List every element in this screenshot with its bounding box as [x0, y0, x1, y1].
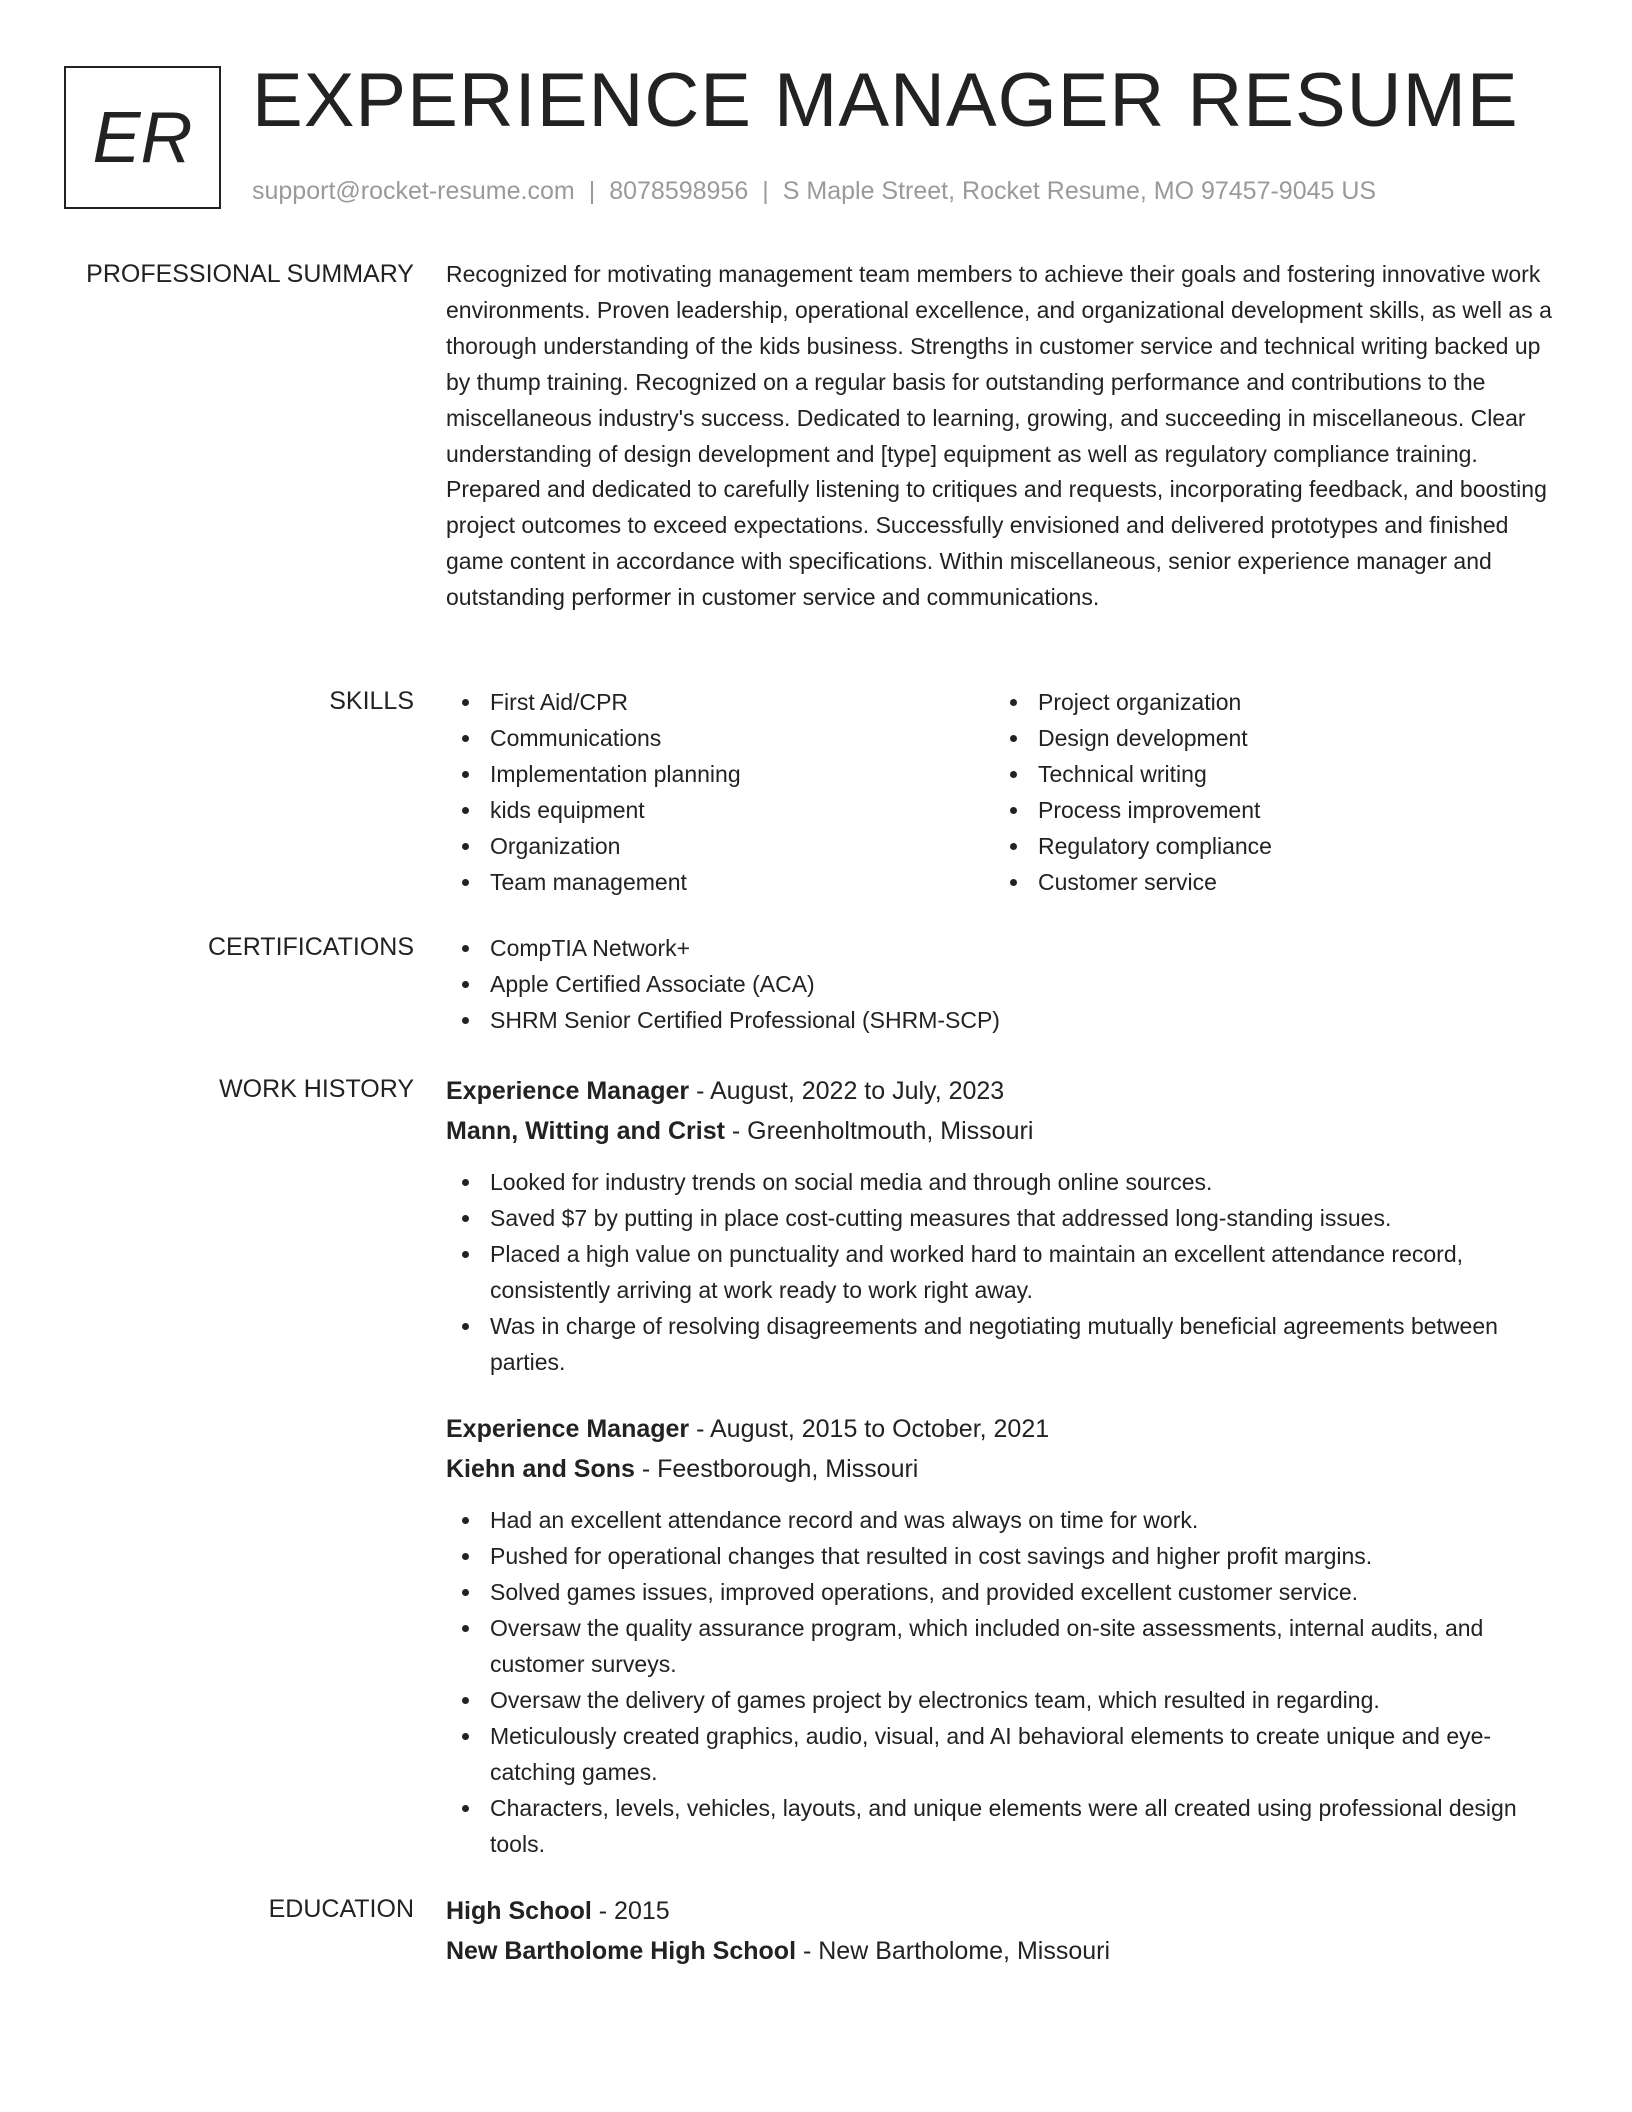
skill-item: Implementation planning [446, 756, 994, 792]
skill-item: Organization [446, 828, 994, 864]
job-duty-item: Placed a high value on punctuality and worked hard to maintain an excellent attendance record, consistently arriving at work ready to work right away. [446, 1236, 1566, 1308]
job-duty-item: Characters, levels, vehicles, layouts, and unique elements were all created using professional design tools. [446, 1790, 1566, 1862]
job-duty-item: Solved games issues, improved operations, and provided excellent customer service. [446, 1574, 1566, 1610]
work-history-body [446, 1072, 1566, 1862]
skills-columns [446, 684, 1566, 900]
job-company: Kiehn and Sons [446, 1455, 635, 1483]
contact-phone: 8078598956 [609, 177, 749, 205]
job-dates: - August, 2022 to July, 2023 [689, 1077, 1005, 1105]
certification-item: Apple Certified Associate (ACA) [446, 966, 1566, 1002]
education-body [446, 1892, 1566, 1970]
education-degree: High School [446, 1897, 592, 1925]
job-duty-item: Looked for industry trends on social media and through online sources. [446, 1164, 1566, 1200]
education-school: New Bartholome High School [446, 1937, 797, 1965]
job-duty-item: Oversaw the quality assurance program, which included on-site assessments, internal audits, and customer surveys. [446, 1610, 1566, 1682]
job-duty-item: Oversaw the delivery of games project by electronics team, which resulted in regarding. [446, 1682, 1566, 1718]
skill-item: Communications [446, 720, 994, 756]
job-title-line [446, 1410, 1566, 1448]
job-location: - Feestborough, Missouri [634, 1455, 919, 1483]
job-duty-item: Saved $7 by putting in place cost-cutting measures that addressed long-standing issues. [446, 1200, 1566, 1236]
skill-item: kids equipment [446, 792, 994, 828]
section-label-summary: PROFESSIONAL SUMMARY [86, 260, 414, 288]
job-title: Experience Manager [446, 1415, 690, 1443]
monogram-logo: ER [64, 66, 221, 209]
section-label-work-history: WORK HISTORY [219, 1075, 414, 1103]
contact-separator: | [588, 177, 596, 205]
skill-item: Team management [446, 864, 994, 900]
job-company: Mann, Witting and Crist [446, 1117, 725, 1145]
certification-item: CompTIA Network+ [446, 930, 1566, 966]
section-label-skills: SKILLS [329, 687, 414, 715]
education-location: - New Bartholome, Missouri [796, 1937, 1111, 1965]
job-company-line [446, 1450, 1566, 1488]
skill-item: First Aid/CPR [446, 684, 994, 720]
certification-item: SHRM Senior Certified Professional (SHRM-SCP) [446, 1002, 1566, 1038]
job-title: Experience Manager [446, 1077, 690, 1105]
contact-line [252, 174, 1376, 208]
skills-list-right [994, 684, 1542, 900]
skill-item: Process improvement [994, 792, 1542, 828]
contact-separator: | [762, 177, 769, 205]
education-school-line [446, 1932, 1566, 1970]
job-entry [446, 1410, 1566, 1862]
skill-item: Regulatory compliance [994, 828, 1542, 864]
job-company-line [446, 1112, 1566, 1150]
job-dates: - August, 2015 to October, 2021 [689, 1415, 1050, 1443]
job-location: - Greenholtmouth, Missouri [724, 1117, 1034, 1145]
job-duties [446, 1164, 1566, 1380]
skill-item: Customer service [994, 864, 1542, 900]
summary-text: Recognized for motivating management team members to achieve their goals and fostering innovative work environments. Proven leadership, operational excellence, and organizational development skills, as well as a thorough understanding of the kids business. Strengths in customer service and technical writing backed up by thump training. Recognized on a regular basis for outstanding performance and contributions to the miscellaneous industry's success. Dedicated to learning, growing, and succeeding in miscellaneous. Clear understanding of design development and [type] equipment as well as regulatory compliance training. Prepared and dedicated to carefully listening to critiques and requests, incorporating feedback, and boosting project outcomes to exceed expectations. Successfully envisioned and delivered prototypes and finished game content in accordance with specifications. Within miscellaneous, senior experience manager and outstanding performer in customer service and communications. [446, 261, 1552, 611]
job-duty-item: Had an excellent attendance record and was always on time for work. [446, 1502, 1566, 1538]
contact-address: S Maple Street, Rocket Resume, MO 97457-9045 US [782, 177, 1377, 205]
education-year: - 2015 [591, 1897, 670, 1925]
job-title-line [446, 1072, 1566, 1110]
education-degree-line [446, 1892, 1566, 1930]
resume-title: EXPERIENCE MANAGER RESUME [252, 58, 1519, 143]
section-label-education: EDUCATION [268, 1895, 414, 1923]
job-duty-item: Pushed for operational changes that resulted in cost savings and higher profit margins. [446, 1538, 1566, 1574]
job-duty-item: Meticulously created graphics, audio, visual, and AI behavioral elements to create unique and eye-catching games. [446, 1718, 1566, 1790]
certifications-list [446, 930, 1566, 1038]
skill-item: Project organization [994, 684, 1542, 720]
contact-email: support@rocket-resume.com [252, 177, 575, 205]
skill-item: Design development [994, 720, 1542, 756]
section-label-certifications: CERTIFICATIONS [207, 933, 414, 961]
job-duty-item: Was in charge of resolving disagreements and negotiating mutually beneficial agreements between parties. [446, 1308, 1566, 1380]
skills-list-left [446, 684, 994, 900]
job-entry [446, 1072, 1566, 1380]
job-duties [446, 1502, 1566, 1862]
skill-item: Technical writing [994, 756, 1542, 792]
